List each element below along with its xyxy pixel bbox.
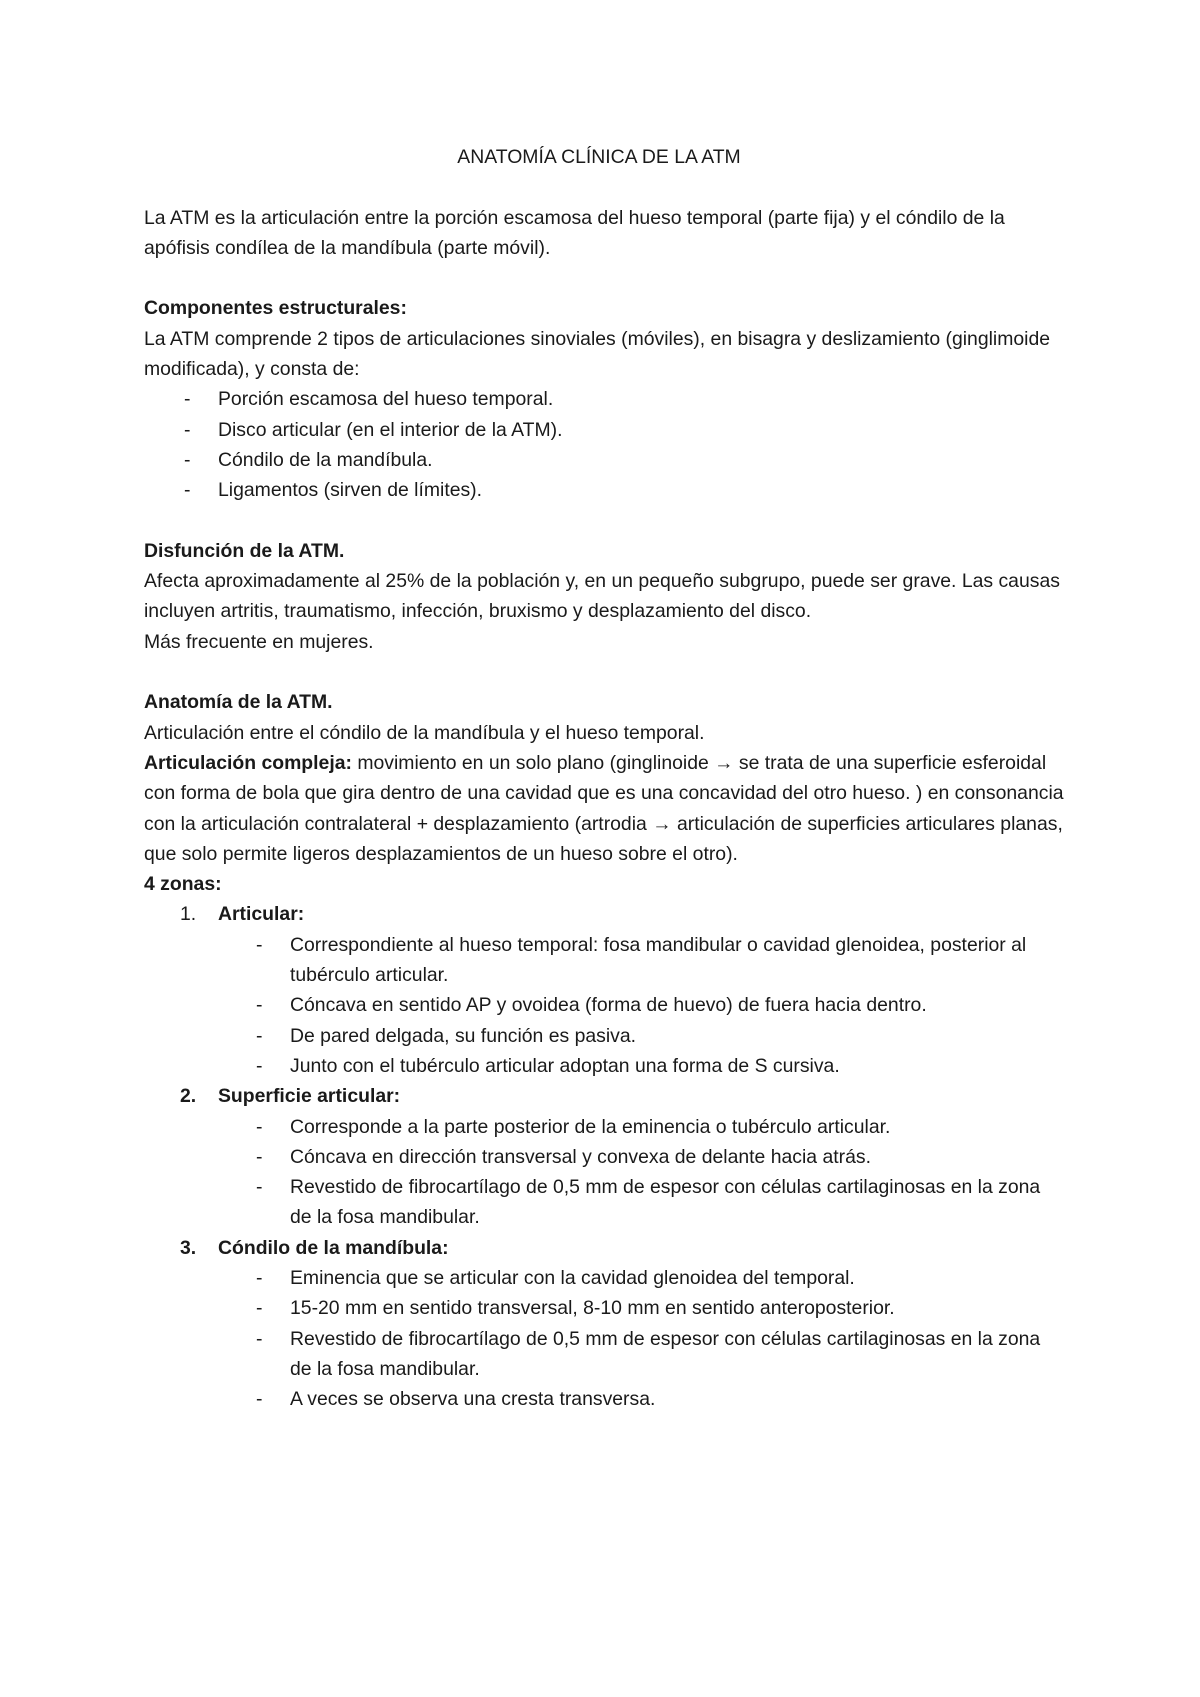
zona-item-condilo xyxy=(144,1233,1064,1415)
componentes-paragraph: La ATM comprende 2 tipos de articulaciones sinoviales (móviles), en bisagra y deslizamiento (ginglimoide modificada), y consta de: xyxy=(144,327,1051,381)
zona-title: Superficie articular: xyxy=(218,1085,401,1108)
zonas-list xyxy=(144,899,1064,1414)
document-page xyxy=(144,142,1064,1414)
list-item: - Revestido de fibrocartílago de 0,5 mm de espesor con células cartilaginosas en la zona de la fosa mandibular. xyxy=(144,1324,1064,1385)
list-item: - Porción escamosa del hueso temporal. xyxy=(144,384,1064,414)
compleja-label: Articulación compleja: xyxy=(144,751,352,774)
list-item: - Eminencia que se articular con la cavidad glenoidea del temporal. xyxy=(144,1263,1064,1293)
zona-sublist xyxy=(144,930,1064,1081)
zona-sublist xyxy=(144,1112,1064,1233)
intro-paragraph: La ATM es la articulación entre la porción escamosa del hueso temporal (parte fija) y el cóndilo de la apófisis condílea de la mandíbula (parte móvil). xyxy=(144,206,1005,259)
list-item: - A veces se observa una cresta transversa. xyxy=(144,1384,1064,1414)
anatomia-heading: Anatomía de la ATM. xyxy=(144,691,333,714)
list-item: - Corresponde a la parte posterior de la eminencia o tubérculo articular. xyxy=(144,1112,1064,1142)
document-title: ANATOMÍA CLÍNICA DE LA ATM xyxy=(457,146,741,168)
list-item: - Disco articular (en el interior de la ATM). xyxy=(144,415,1064,445)
list-item: - Correspondiente al hueso temporal: fosa mandibular o cavidad glenoidea, posterior al tubérculo articular. xyxy=(144,930,1064,991)
zona-sublist xyxy=(144,1263,1064,1414)
list-item: - De pared delgada, su función es pasiva. xyxy=(144,1021,1064,1051)
spacer xyxy=(144,263,1064,293)
zona-title: Articular: xyxy=(218,903,305,926)
list-item: - Revestido de fibrocartílago de 0,5 mm de espesor con células cartilaginosas en la zona de la fosa mandibular. xyxy=(144,1172,1064,1233)
zona-title: Cóndilo de la mandíbula: xyxy=(218,1236,449,1259)
spacer xyxy=(144,657,1064,687)
disfuncion-note: Más frecuente en mujeres. xyxy=(144,630,374,653)
zonas-heading: 4 zonas: xyxy=(144,873,222,896)
componentes-list xyxy=(144,384,1064,505)
list-item: - Cóndilo de la mandíbula. xyxy=(144,445,1064,475)
spacer xyxy=(144,506,1064,536)
list-item: - 15-20 mm en sentido transversal, 8-10 mm en sentido anteroposterior. xyxy=(144,1293,1064,1323)
list-number: 3. xyxy=(180,1236,197,1259)
list-item: - Junto con el tubérculo articular adoptan una forma de S cursiva. xyxy=(144,1051,1064,1081)
zona-item-articular xyxy=(144,899,1064,1081)
compleja-text: movimiento en un solo plano (ginglinoide → se trata de una superficie esferoidal con forma de bola que gira dentro de una cavidad que es una concavidad del otro hueso. ) en consonancia con la articulación contralateral + desplazamiento (artrodia → articulación de superficies articulares planas, que solo permite ligeros desplazamientos de un hueso sobre el otro). xyxy=(144,751,1064,865)
list-number: 2. xyxy=(180,1085,197,1108)
disfuncion-heading: Disfunción de la ATM. xyxy=(144,539,345,562)
list-item: - Cóncava en dirección transversal y convexa de delante hacia atrás. xyxy=(144,1142,1064,1172)
componentes-heading: Componentes estructurales: xyxy=(144,297,407,320)
list-item: - Cóncava en sentido AP y ovoidea (forma de huevo) de fuera hacia dentro. xyxy=(144,990,1064,1020)
zona-item-superficie xyxy=(144,1081,1064,1232)
anatomia-paragraph: Articulación entre el cóndilo de la mandíbula y el hueso temporal. xyxy=(144,721,705,744)
list-number: 1. xyxy=(180,903,197,926)
list-item: - Ligamentos (sirven de límites). xyxy=(144,475,1064,505)
spacer xyxy=(144,172,1064,202)
disfuncion-paragraph: Afecta aproximadamente al 25% de la población y, en un pequeño subgrupo, puede ser grave. Las causas incluyen artritis, traumatismo, infección, bruxismo y desplazamiento del disco. xyxy=(144,570,1060,623)
compleja-paragraph xyxy=(144,748,1064,869)
